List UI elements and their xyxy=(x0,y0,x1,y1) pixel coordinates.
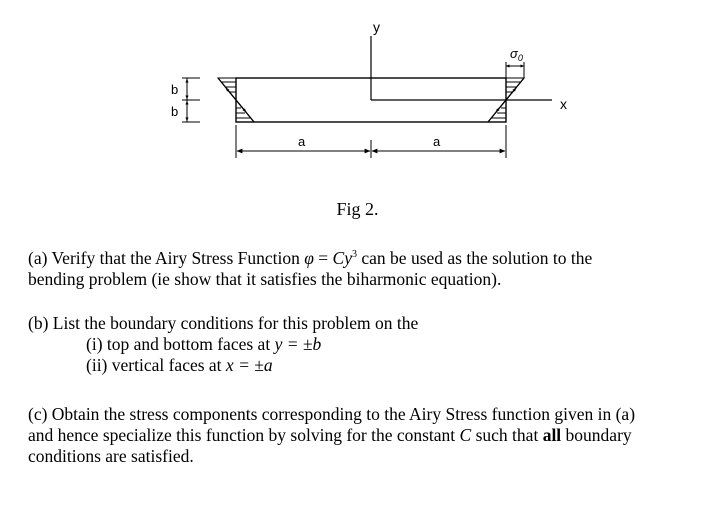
y-axis-label: y xyxy=(373,19,380,35)
left-load-diagram xyxy=(218,78,254,122)
part-b xyxy=(28,313,698,376)
b-dimensions xyxy=(182,78,200,122)
a-dimensions xyxy=(236,125,506,158)
part-c-line-1: (c) Obtain the stress components corresponding to the Airy Stress function given in (a) xyxy=(28,404,636,424)
beam-figure xyxy=(0,0,715,200)
part-a xyxy=(28,244,698,290)
a-left-label: a xyxy=(298,134,306,149)
part-c-line-2: and hence specialize this function by solving for the constant C such that all boundary xyxy=(28,425,632,445)
part-b-item-1: (i) top and bottom faces at y = ±b xyxy=(86,334,322,354)
part-c-line-3: conditions are satisfied. xyxy=(28,446,194,466)
part-c xyxy=(28,404,698,467)
b-top-label: b xyxy=(171,82,179,97)
part-b-line-1: (b) List the boundary conditions for this problem on the xyxy=(28,313,419,333)
x-axis-label: x xyxy=(560,96,567,112)
part-b-item-2: (ii) vertical faces at x = ±a xyxy=(86,355,273,375)
part-a-line-1: (a) Verify that the Airy Stress Function $\varphi = Cy^3$ can be used as the solution to the xyxy=(28,247,593,268)
part-a-line-2: bending problem (ie show that it satisfies the biharmonic equation). xyxy=(28,268,502,289)
b-bottom-label: b xyxy=(171,104,179,119)
figure-caption: Fig 2. xyxy=(336,199,379,219)
sigma-label: $\sigma_0$ xyxy=(510,46,523,63)
a-right-label: a xyxy=(433,134,441,149)
